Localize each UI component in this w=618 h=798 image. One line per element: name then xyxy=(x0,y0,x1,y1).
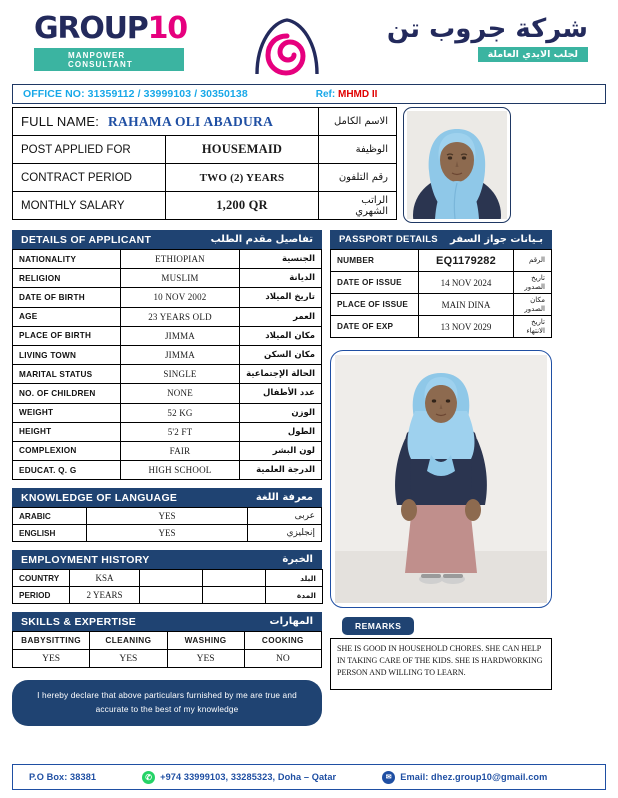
row-value: 10 NOV 2002 xyxy=(121,288,240,307)
email-address: Email: dhez.group10@gmail.com xyxy=(400,772,548,782)
row-label: ARABIC xyxy=(13,508,87,525)
row-arabic: الدرجة العلمية xyxy=(240,461,322,480)
passport-title-en: PASSPORT DETAILS xyxy=(339,234,438,245)
passport-number-value: EQ1179282 xyxy=(419,250,514,272)
phone-number: +974 33999103, 33285323, Doha – Qatar xyxy=(160,772,337,782)
fullname-label: FULL NAME: xyxy=(21,113,100,129)
ref-label: Ref: xyxy=(315,88,336,100)
skills-title-en: SKILLS & EXPERTISE xyxy=(21,615,137,628)
section-header-passport xyxy=(330,230,552,249)
row-label: NO. OF CHILDREN xyxy=(13,384,121,403)
contract-arabic: رقم التلفون xyxy=(319,164,397,192)
row-value: 13 NOV 2029 xyxy=(419,316,514,338)
row-arabic: العمر xyxy=(240,307,322,326)
row-label: LIVING TOWN xyxy=(13,345,121,364)
row-arabic: مكان الصدور xyxy=(514,294,552,316)
skill-value: YES xyxy=(13,650,90,668)
office-number: OFFICE NO: 31359112 / 33999103 / 30350138 xyxy=(23,88,248,100)
row-label: PERIOD xyxy=(13,587,70,604)
row-value: MAIN DINA xyxy=(419,294,514,316)
applicant-title-ar: تفاصيل مقدم الطلب xyxy=(210,234,313,245)
salary-arabic: الراتب الشهري xyxy=(319,192,397,220)
logo-wordmark xyxy=(34,11,187,46)
table-row xyxy=(13,570,323,587)
skills-table xyxy=(12,631,322,668)
logo-text-ten: 10 xyxy=(147,11,187,46)
row-label: EDUCAT. Q. G xyxy=(13,461,121,480)
arabic-tagline: لجلب الايدي العاملة xyxy=(478,47,588,62)
row-label: PLACE OF BIRTH xyxy=(13,326,121,345)
employment-title-en: EMPLOYMENT HISTORY xyxy=(21,553,150,566)
row-value: JIMMA xyxy=(121,326,240,345)
row-blank-cell xyxy=(203,570,266,587)
row-label: PLACE OF ISSUE xyxy=(331,294,419,316)
skill-value: YES xyxy=(167,650,244,668)
row-arabic: تاريخ الصدور xyxy=(514,272,552,294)
reference-code xyxy=(316,89,378,100)
row-blank-cell xyxy=(140,587,203,604)
row-value: MUSLIM xyxy=(121,269,240,288)
passport-title-ar: بـيانات جواز السفر xyxy=(450,234,543,245)
row-value: HIGH SCHOOL xyxy=(121,461,240,480)
office-contact-bar xyxy=(12,84,606,104)
post-label: POST APPLIED FOR xyxy=(13,136,166,164)
table-row xyxy=(13,650,322,668)
row-arabic: الرقم xyxy=(514,250,552,272)
section-header-language xyxy=(12,488,322,507)
table-row xyxy=(13,365,322,384)
row-arabic: إنجليزي xyxy=(248,525,322,542)
summary-table xyxy=(12,107,397,220)
row-arabic: الوزن xyxy=(240,403,322,422)
logo-tagline: MANPOWER CONSULTANT xyxy=(34,48,184,71)
row-label: ENGLISH xyxy=(13,525,87,542)
table-row xyxy=(13,288,322,307)
table-row xyxy=(13,192,397,220)
table-row xyxy=(13,461,322,480)
applicant-details-table xyxy=(12,249,322,480)
table-row-fullname xyxy=(13,108,397,136)
row-label: COUNTRY xyxy=(13,570,70,587)
row-arabic: الجنسية xyxy=(240,250,322,269)
table-row-header xyxy=(13,632,322,650)
row-arabic: البلد xyxy=(266,570,323,587)
po-box: P.O Box: 38381 xyxy=(29,772,97,782)
whatsapp-icon: ✆ xyxy=(142,771,155,784)
applicant-title-en: DETAILS OF APPLICANT xyxy=(21,233,152,246)
top-summary-zone xyxy=(12,107,606,223)
table-row xyxy=(13,136,397,164)
row-label: MARITAL STATUS xyxy=(13,365,121,384)
row-arabic: تاريخ الميلاد xyxy=(240,288,322,307)
arabic-company-title: شركة جروب تن xyxy=(386,14,588,44)
row-label: HEIGHT xyxy=(13,422,121,441)
table-row xyxy=(331,272,552,294)
fullname-cell xyxy=(13,108,319,136)
row-label: DATE OF BIRTH xyxy=(13,288,121,307)
row-blank-cell xyxy=(140,570,203,587)
table-row xyxy=(13,525,322,542)
employment-history-table xyxy=(12,569,323,604)
table-row xyxy=(331,250,552,272)
phone-contact xyxy=(142,771,336,784)
fullname-value: RAHAMA OLI ABADURA xyxy=(107,113,274,129)
row-value: YES xyxy=(87,508,248,525)
arabic-branding xyxy=(387,16,588,62)
table-row xyxy=(13,164,397,192)
applicant-id-photo xyxy=(403,107,511,223)
row-label: DATE OF EXP xyxy=(331,316,419,338)
row-arabic: عدد الأطفال xyxy=(240,384,322,403)
row-arabic: الديانة xyxy=(240,269,322,288)
table-row xyxy=(13,250,322,269)
contract-label: CONTRACT PERIOD xyxy=(13,164,166,192)
fullname-arabic: الاسم الكامل xyxy=(319,108,397,136)
table-row xyxy=(331,316,552,338)
row-label: AGE xyxy=(13,307,121,326)
row-value: FAIR xyxy=(121,441,240,460)
row-value: 5'2 FT xyxy=(121,422,240,441)
row-arabic: المدة xyxy=(266,587,323,604)
skill-value: NO xyxy=(244,650,321,668)
skills-title-ar: المهارات xyxy=(269,616,313,628)
ref-value: MHMD II xyxy=(338,88,378,100)
language-table xyxy=(12,507,322,542)
document-header xyxy=(12,10,606,82)
table-row xyxy=(13,508,322,525)
table-row xyxy=(13,307,322,326)
row-value: 52 KG xyxy=(121,403,240,422)
section-header-skills xyxy=(12,612,322,631)
skill-value: YES xyxy=(90,650,167,668)
left-column xyxy=(12,230,322,726)
envelope-icon: ✉ xyxy=(382,771,395,784)
salary-label: MONTHLY SALARY xyxy=(13,192,166,220)
row-label: NATIONALITY xyxy=(13,250,121,269)
table-row xyxy=(13,345,322,364)
employment-title-ar: الخبرة xyxy=(282,554,313,566)
row-arabic: تاريخ الانتهاء xyxy=(514,316,552,338)
row-value: YES xyxy=(87,525,248,542)
section-header-applicant xyxy=(12,230,322,249)
language-title-ar: معرفة اللغة xyxy=(255,492,313,504)
post-value: HOUSEMAID xyxy=(166,136,319,164)
row-value: 2 YEARS xyxy=(70,587,140,604)
table-row xyxy=(13,269,322,288)
remarks-label: REMARKS xyxy=(342,617,414,635)
passport-details-table xyxy=(330,249,552,338)
row-arabic: مكان السكن xyxy=(240,345,322,364)
applicant-full-photo xyxy=(330,350,552,608)
main-content xyxy=(12,230,606,726)
document-footer xyxy=(12,764,606,790)
row-label: RELIGION xyxy=(13,269,121,288)
skill-header: CLEANING xyxy=(90,632,167,650)
post-arabic: الوظيفة xyxy=(319,136,397,164)
row-label: DATE OF ISSUE xyxy=(331,272,419,294)
row-label: COMPLEXION xyxy=(13,441,121,460)
salary-value: 1,200 QR xyxy=(166,192,319,220)
skill-header: WASHING xyxy=(167,632,244,650)
remarks-text: SHE IS GOOD IN HOUSEHOLD CHORES. SHE CAN HELP IN TAKING CARE OF THE KIDS. SHE IS HARDWORKING PERSON AND WILLING TO LEARN. xyxy=(330,638,552,690)
row-arabic: عربى xyxy=(248,508,322,525)
row-arabic: الطول xyxy=(240,422,322,441)
right-column xyxy=(330,230,552,690)
row-arabic: الحالة الإجتماعية xyxy=(240,365,322,384)
row-value: 14 NOV 2024 xyxy=(419,272,514,294)
row-blank-cell xyxy=(203,587,266,604)
declaration-statement: I hereby declare that above particulars furnished by me are true and accurate to the best of my knowledge xyxy=(12,680,322,725)
table-row xyxy=(331,294,552,316)
row-value: 23 YEARS OLD xyxy=(121,307,240,326)
arch-emblem-icon xyxy=(251,16,323,78)
row-label: NUMBER xyxy=(331,250,419,272)
row-value: KSA xyxy=(70,570,140,587)
skill-header: COOKING xyxy=(244,632,321,650)
table-row xyxy=(13,422,322,441)
language-title-en: KNOWLEDGE OF LANGUAGE xyxy=(21,491,178,504)
table-row xyxy=(13,587,323,604)
skill-header: BABYSITTING xyxy=(13,632,90,650)
row-label: WEIGHT xyxy=(13,403,121,422)
table-row xyxy=(13,326,322,345)
contract-value: TWO (2) YEARS xyxy=(166,164,319,192)
row-value: NONE xyxy=(121,384,240,403)
row-arabic: لون البشر xyxy=(240,441,322,460)
table-row xyxy=(13,441,322,460)
email-contact[interactable] xyxy=(382,771,547,784)
row-value: JIMMA xyxy=(121,345,240,364)
section-header-employment xyxy=(12,550,322,569)
table-row xyxy=(13,403,322,422)
table-row xyxy=(13,384,322,403)
row-value: SINGLE xyxy=(121,365,240,384)
row-value: ETHIOPIAN xyxy=(121,250,240,269)
company-logo xyxy=(34,11,187,71)
row-arabic: مكان الميلاد xyxy=(240,326,322,345)
logo-text-group: GROUP xyxy=(34,11,148,46)
